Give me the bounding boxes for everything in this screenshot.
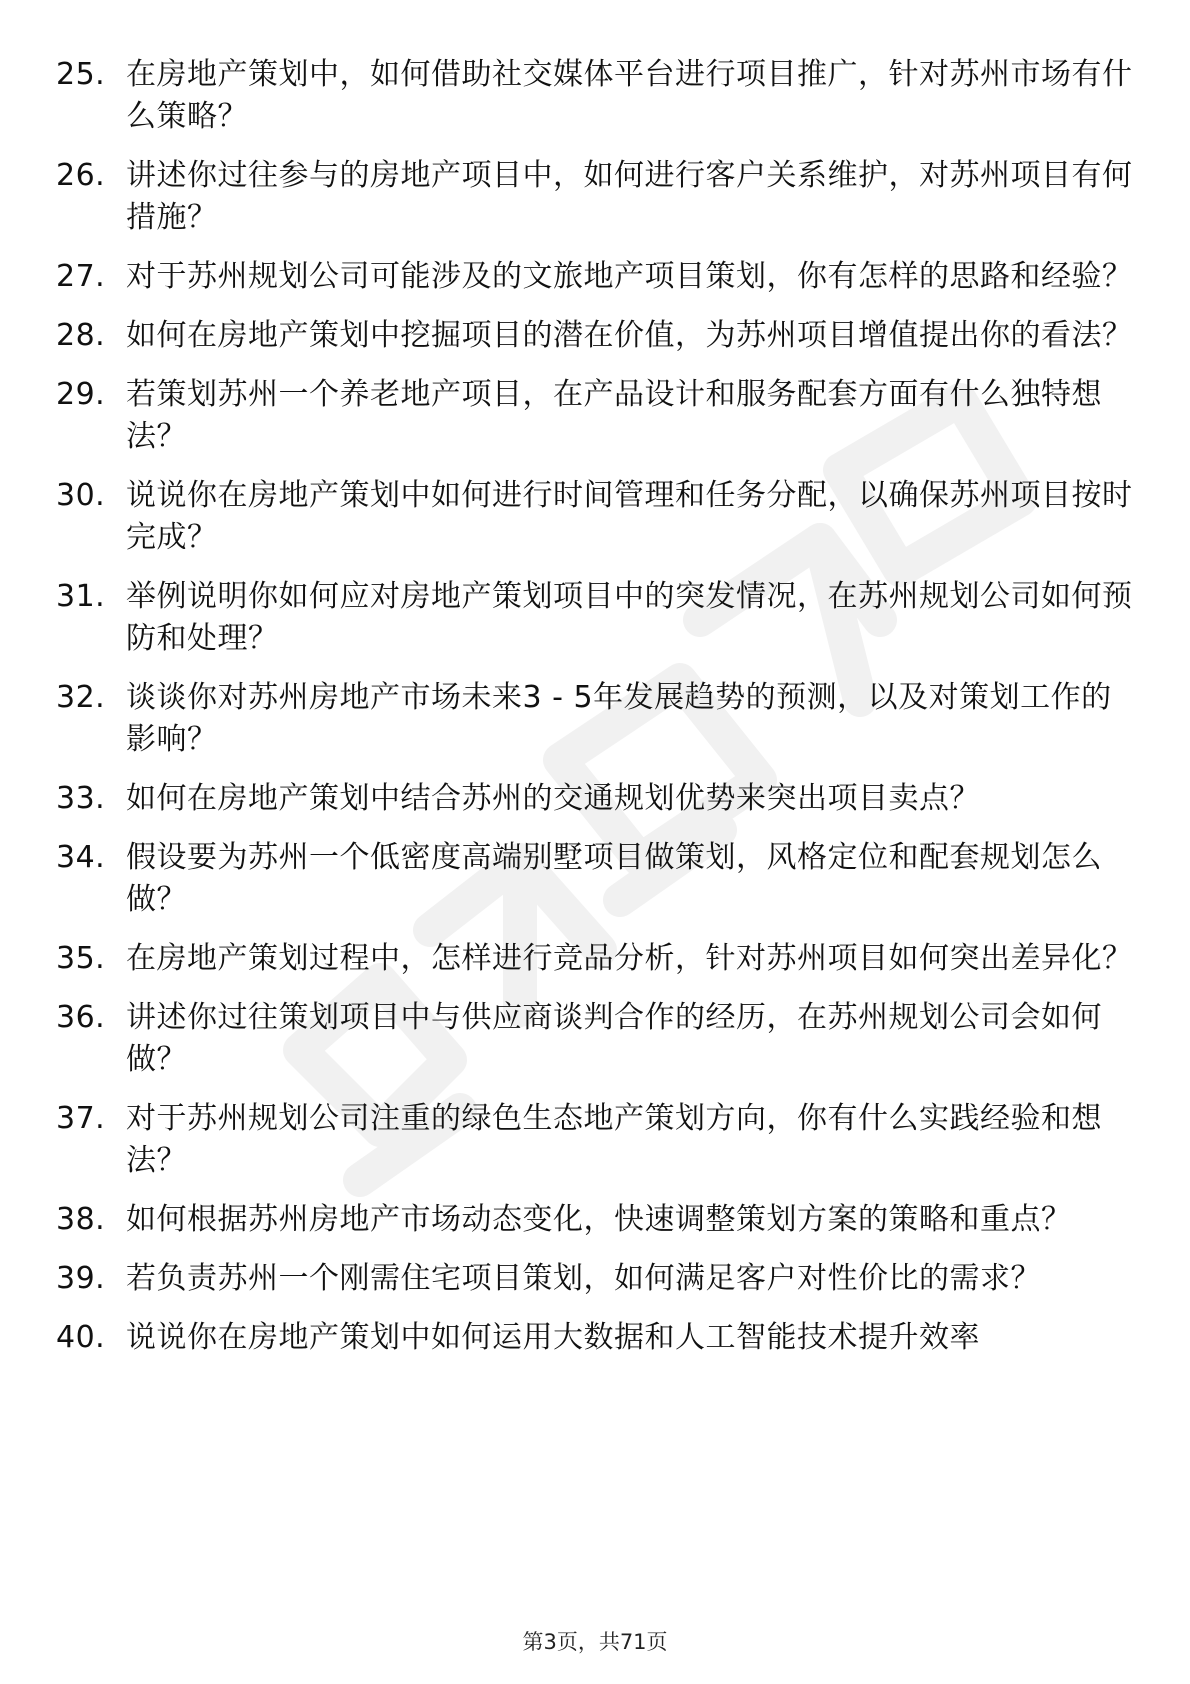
question-number: 33.	[56, 781, 106, 816]
list-item	[56, 374, 1136, 458]
question-number: 25.	[56, 57, 106, 92]
question-text: 说说你在房地产策划中如何进行时间管理和任务分配，以确保苏州项目按时完成？	[126, 478, 1133, 555]
question-text: 在房地产策划中，如何借助社交媒体平台进行项目推广，针对苏州市场有什么策略？	[126, 57, 1133, 134]
question-number: 27.	[56, 259, 106, 294]
list-item	[56, 155, 1136, 239]
list-item	[56, 1317, 1136, 1359]
list-item	[56, 997, 1136, 1081]
list-item	[56, 778, 1136, 820]
question-number: 30.	[56, 478, 106, 513]
question-text: 如何根据苏州房地产市场动态变化，快速调整策划方案的策略和重点？	[126, 1202, 1072, 1237]
question-text: 谈谈你对苏州房地产市场未来3 - 5年发展趋势的预测，以及对策划工作的影响？	[126, 680, 1112, 757]
question-text: 若策划苏州一个养老地产项目，在产品设计和服务配套方面有什么独特想法？	[126, 377, 1102, 454]
question-text: 讲述你过往策划项目中与供应商谈判合作的经历，在苏州规划公司会如何做？	[126, 1000, 1102, 1077]
question-text: 对于苏州规划公司注重的绿色生态地产策划方向，你有什么实践经验和想法？	[126, 1101, 1102, 1178]
question-text: 若负责苏州一个刚需住宅项目策划，如何满足客户对性价比的需求？	[126, 1261, 1041, 1296]
question-number: 35.	[56, 941, 106, 976]
list-item	[56, 1258, 1136, 1300]
question-text: 讲述你过往参与的房地产项目中，如何进行客户关系维护，对苏州项目有何措施？	[126, 158, 1133, 235]
page-footer	[0, 1626, 1190, 1656]
list-item	[56, 256, 1136, 298]
list-item	[56, 938, 1136, 980]
question-number: 31.	[56, 579, 106, 614]
page-number-label: 第3页，共71页	[522, 1630, 668, 1654]
list-item	[56, 677, 1136, 761]
question-number: 32.	[56, 680, 106, 715]
list-item	[56, 1199, 1136, 1241]
question-text: 举例说明你如何应对房地产策划项目中的突发情况，在苏州规划公司如何预防和处理？	[126, 579, 1133, 656]
list-item	[56, 475, 1136, 559]
question-number: 36.	[56, 1000, 106, 1035]
question-text: 如何在房地产策划中结合苏州的交通规划优势来突出项目卖点？	[126, 781, 980, 816]
question-number: 37.	[56, 1101, 106, 1136]
question-text: 说说你在房地产策划中如何运用大数据和人工智能技术提升效率	[126, 1320, 980, 1355]
question-number: 29.	[56, 377, 106, 412]
list-item	[56, 54, 1136, 138]
question-number: 38.	[56, 1202, 106, 1237]
question-text: 假设要为苏州一个低密度高端别墅项目做策划，风格定位和配套规划怎么做？	[126, 840, 1102, 917]
list-item	[56, 1098, 1136, 1182]
question-text: 如何在房地产策划中挖掘项目的潜在价值，为苏州项目增值提出你的看法？	[126, 318, 1133, 353]
question-number: 40.	[56, 1320, 106, 1355]
question-list	[56, 54, 1136, 1376]
list-item	[56, 837, 1136, 921]
question-number: 28.	[56, 318, 106, 353]
list-item	[56, 576, 1136, 660]
question-number: 26.	[56, 158, 106, 193]
question-number: 39.	[56, 1261, 106, 1296]
list-item	[56, 315, 1136, 357]
question-text: 对于苏州规划公司可能涉及的文旅地产项目策划，你有怎样的思路和经验？	[126, 259, 1133, 294]
question-number: 34.	[56, 840, 106, 875]
question-text: 在房地产策划过程中，怎样进行竞品分析，针对苏州项目如何突出差异化？	[126, 941, 1133, 976]
